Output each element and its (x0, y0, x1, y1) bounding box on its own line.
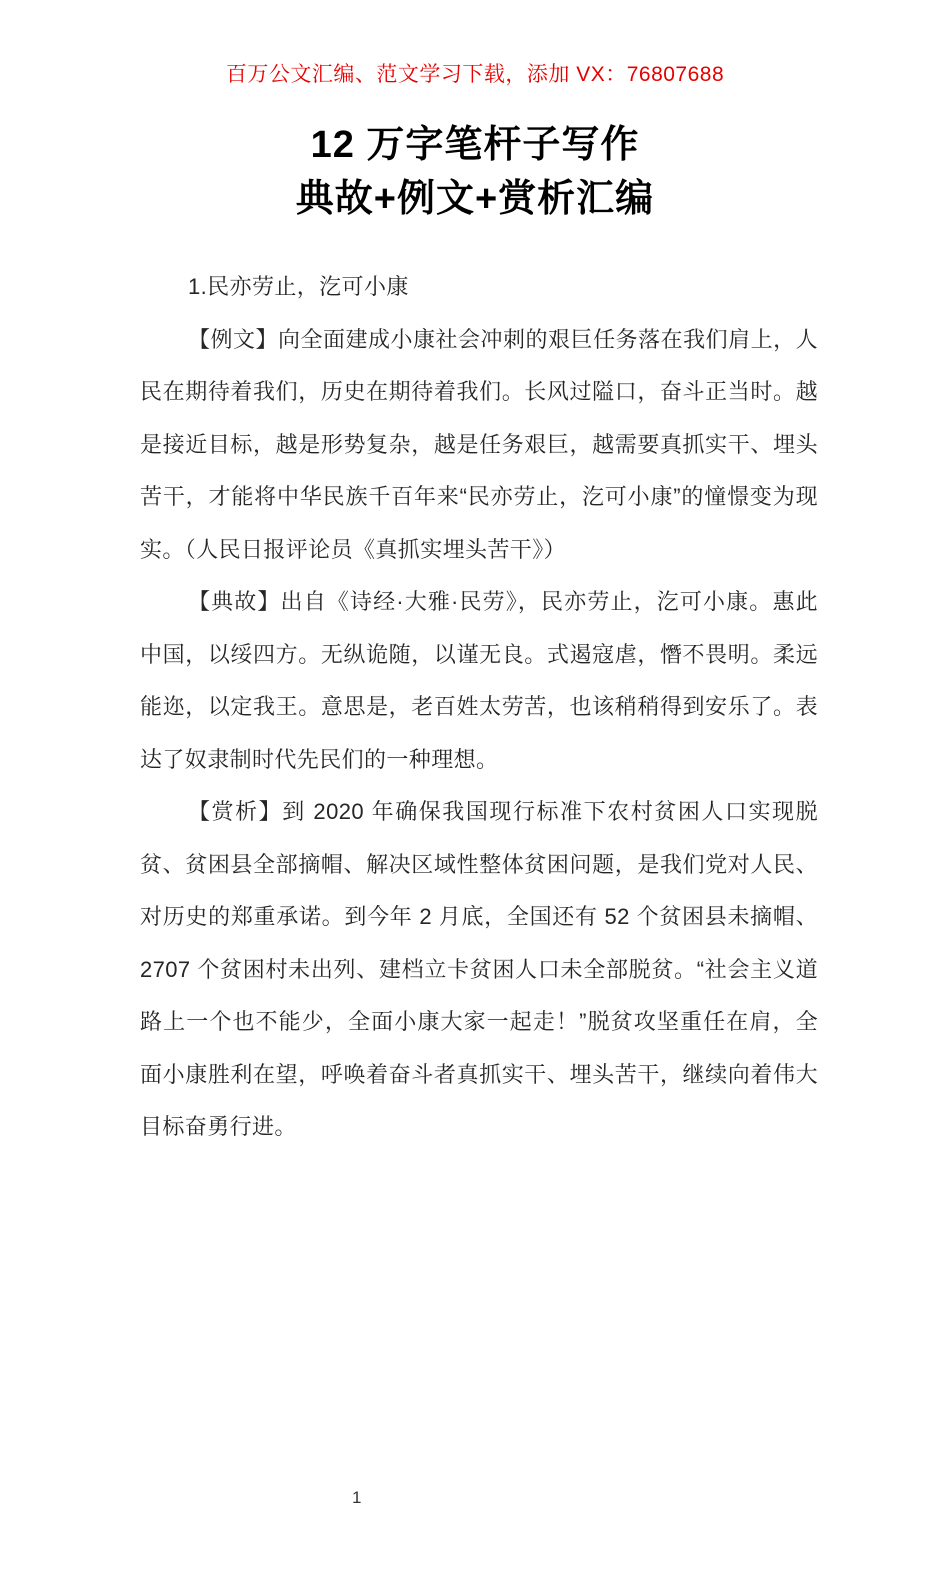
page-number: 1 (352, 1488, 362, 1507)
document-title (0, 118, 950, 226)
paragraph-allusion: 【典故】出自《诗经·大雅·民劳》，民亦劳止，汔可小康。惠此中国，以绥四方。无纵诡随，以谨无良。式遏寇虐，憯不畏明。柔远能迩，以定我王。意思是，老百姓太劳苦，也该稍稍得到安乐了。表达了奴隶制时代先民们的一种理想。 (140, 589, 818, 772)
header-promo-text: 百万公文汇编、范文学习下载，添加 VX：76807688 (225, 63, 725, 86)
document-body (140, 261, 818, 1154)
paragraph-heading: 1.民亦劳止，汔可小康 (188, 274, 409, 299)
document-title-line2: 典故+例文+赏析汇编 (295, 178, 655, 220)
paragraph-example: 【例文】向全面建成小康社会冲刺的艰巨任务落在我们肩上，人民在期待着我们，历史在期待着我们。长风过隘口，奋斗正当时。越是接近目标，越是形势复杂，越是任务艰巨，越需要真抓实干、埋头苦干，才能将中华民族千百年来“民亦劳止，汔可小康”的憧憬变为现实。（人民日报评论员《真抓实埋头苦干》） (140, 326, 818, 562)
document-title-line1: 12 万字笔杆子写作 (310, 124, 640, 166)
paragraph-analysis: 【赏析】到 2020 年确保我国现行标准下农村贫困人口实现脱贫、贫困县全部摘帽、解决区域性整体贫困问题，是我们党对人民、对历史的郑重承诺。到今年 2 月底，全国还有 52 个贫困县未摘帽、2707 个贫困村未出列、建档立卡贫困人口未全部脱贫。“社会主义道路上一个也不能少，全面小康大家一起走！”脱贫攻坚重任在肩，全面小康胜利在望，呼唤着奋斗者真抓实干、埋头苦干，继续向着伟大目标奋勇行进。 (140, 799, 818, 1139)
